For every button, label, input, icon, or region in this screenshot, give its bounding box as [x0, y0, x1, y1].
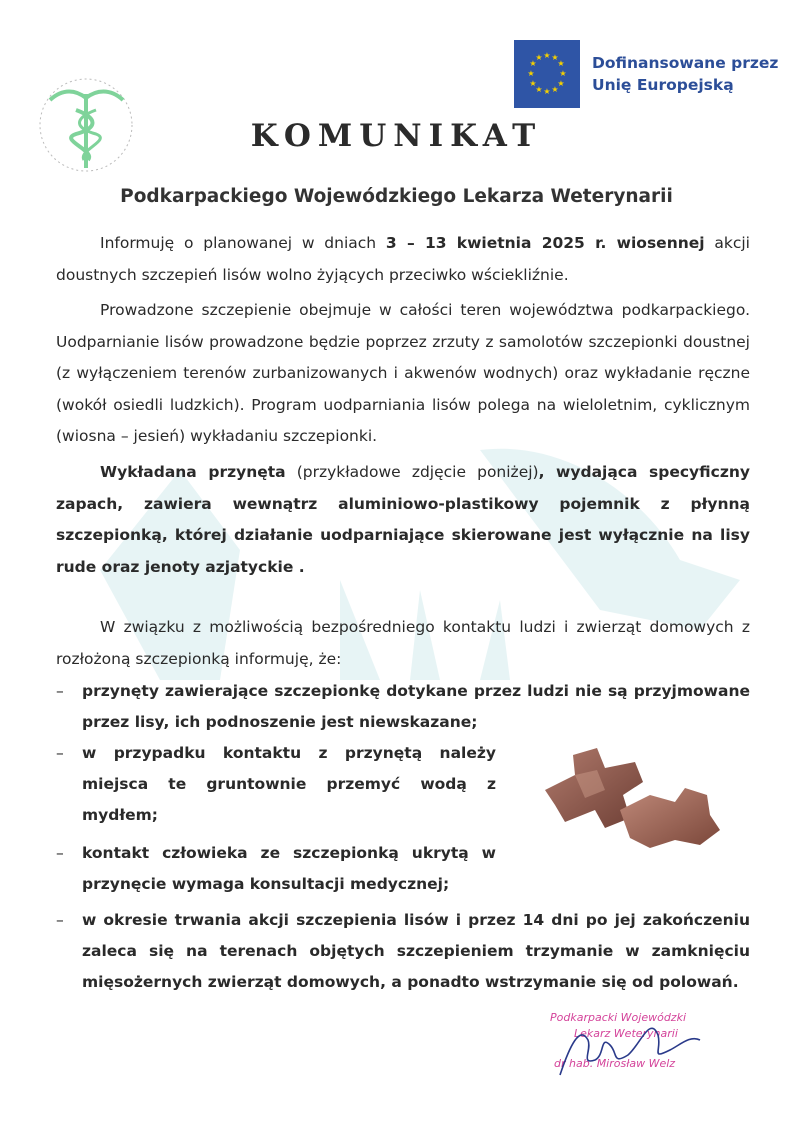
stamp-line-2: Lekarz Weterynarii	[574, 1027, 678, 1040]
svg-text:★: ★	[559, 69, 567, 78]
svg-text:★: ★	[543, 87, 551, 96]
eu-text-line2: Unię Europejską	[592, 76, 734, 94]
p3-text-c: , wydająca specyficzny zapach, zawiera wewnątrz aluminiowo-plastikowy pojemnik z płynną szczepionką, której działanie uodparniające skierowane jest wyłącznie na lisy rude oraz jenoty azjatyckie .	[56, 463, 750, 576]
bullet-1-text: przynęty zawierające szczepionkę dotykane przez ludzi nie są przyjmowane przez lisy, ich podnoszenie jest niewskazane;	[82, 682, 750, 731]
list-item	[56, 738, 496, 832]
bullet-2-text: w przypadku kontaktu z przynętą należy miejsca te gruntownie przemyć wodą z mydłem;	[82, 744, 496, 824]
svg-text:★: ★	[535, 85, 543, 94]
svg-text:★: ★	[557, 79, 565, 88]
p1-text-c: akcji doustnych szczepień lisów wolno żyjących przeciwko wściekliźnie.	[56, 234, 750, 284]
svg-text:★: ★	[557, 59, 565, 68]
svg-text:★: ★	[529, 79, 537, 88]
bullet-dash: –	[56, 844, 64, 862]
document-subtitle: Podkarpackiego Wojewódzkiego Lekarza Weterynarii	[120, 186, 673, 207]
eu-cofunding-badge	[514, 40, 778, 108]
document-title: KOMUNIKAT	[250, 118, 543, 154]
svg-text:★: ★	[527, 69, 535, 78]
bullet-dash: –	[56, 744, 64, 762]
p3-text-b: (przykładowe zdjęcie poniżej)	[285, 463, 539, 481]
p1-dates: 3 – 13 kwietnia 2025 r. wiosennej	[385, 234, 705, 252]
signature	[540, 1005, 730, 1090]
p3-text-a: Wykładana przynęta	[100, 463, 286, 481]
stamp-line-3: dr hab. Mirosław Welz	[554, 1057, 676, 1070]
svg-text:★: ★	[551, 85, 559, 94]
bait-photo	[535, 740, 725, 850]
bullet-4-text: w okresie trwania akcji szczepienia lisów i przez 14 dni po jej zakończeniu zaleca się na terenach objętych szczepieniem trzymanie w zamknięciu mięsożernych zwierząt domowych, a ponadto wstrzymanie się od polowań.	[82, 911, 750, 991]
stamp-line-1: Podkarpacki Wojewódzki	[550, 1011, 687, 1024]
p1-text-a: Informuję o planowanej w dniach	[100, 234, 386, 252]
paragraph-1	[56, 228, 750, 291]
eu-flag-icon	[514, 40, 580, 108]
paragraph-4: W związku z możliwością bezpośredniego kontaktu ludzi i zwierząt domowych z rozłożoną szczepionką informuję, że:	[56, 618, 750, 668]
svg-text:★: ★	[551, 53, 559, 62]
paragraph-3	[56, 457, 750, 583]
svg-text:★: ★	[543, 51, 551, 60]
bullet-3-text: kontakt człowieka ze szczepionką ukrytą w przynęcie wymaga konsultacji medycznej;	[82, 844, 496, 893]
paragraph-2: Prowadzone szczepienie obejmuje w całości teren województwa podkarpackiego. Uodparnianie lisów prowadzone będzie poprzez zrzuty z samolotów szczepionki doustnej (z wyłączeniem terenów zurbanizowanych i akwenów wodnych) oraz wykładanie ręczne (wokół osiedli ludzkich). Program uodparniania lisów polega na wieloletnim, cyklicznym (wiosna – jesień) wykładaniu szczepionki.	[56, 301, 750, 445]
bullet-dash: –	[56, 911, 64, 929]
eu-text-line1: Dofinansowane przez	[592, 54, 779, 72]
list-item	[56, 838, 496, 900]
svg-text:★: ★	[529, 59, 537, 68]
bullet-dash: –	[56, 682, 64, 700]
list-item	[56, 676, 750, 738]
official-stamp	[540, 1005, 730, 1090]
svg-text:★: ★	[535, 53, 543, 62]
